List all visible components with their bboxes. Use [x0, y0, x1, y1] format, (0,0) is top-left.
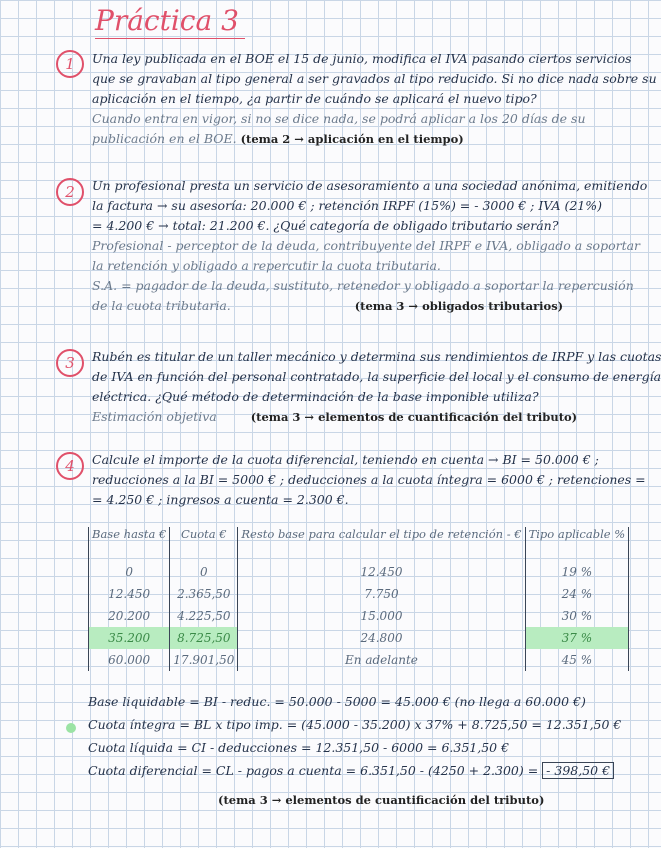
cell: 0: [89, 561, 170, 583]
cell: 37 %: [525, 627, 629, 649]
answer-text: publicación en el BOE.: [92, 131, 237, 146]
cell: 24 %: [525, 583, 629, 605]
calc-line: [88, 759, 621, 782]
question-line: de IVA en función del personal contratado, la superficie del local y el consumo de energía: [92, 369, 661, 384]
answer-line: la retención y obligado a repercutir la cuota tributaria.: [92, 258, 441, 273]
header-tipo: Tipo aplicable %: [525, 527, 629, 561]
calc-text: Cuota diferencial = CL - pagos a cuenta = 6.351,50 - (4250 + 2.300) =: [88, 763, 543, 778]
question-line: aplicación en el tiempo, ¿a partir de cuándo se aplicará el nuevo tipo?: [92, 91, 537, 106]
table-row: [89, 649, 629, 671]
header-cuota: Cuota €: [170, 527, 238, 561]
topic-tag: (tema 3 → elementos de cuantificación del tributo): [218, 793, 545, 807]
tax-bracket-table: [88, 527, 629, 671]
cell: 19 %: [525, 561, 629, 583]
cell: 15.000: [238, 605, 525, 627]
question-line: eléctrica. ¿Qué método de determinación de la base imponible utiliza?: [92, 389, 539, 404]
question-line: que se gravaban al tipo general a ser gravados al tipo reducido. Si no dice nada sobre su: [92, 71, 657, 86]
question-line: Calcule el importe de la cuota diferencial, teniendo en cuenta → BI = 50.000 € ;: [92, 452, 599, 467]
answer-line: [92, 129, 657, 149]
topic-tag: (tema 3 → elementos de cuantificación del tributo): [250, 410, 578, 424]
cell: 12.450: [238, 561, 525, 583]
topic-tag: (tema 3 → obligados tributarios): [354, 299, 564, 313]
question-line: Un profesional presta un servicio de asesoramiento a una sociedad anónima, emitiendo: [92, 178, 648, 193]
cell: 7.750: [238, 583, 525, 605]
topic-tag: (tema 2 → aplicación en el tiempo): [240, 132, 464, 146]
cell: 60.000: [89, 649, 170, 671]
cell: 2.365,50: [170, 583, 238, 605]
answer-text: de la cuota tributaria.: [92, 298, 231, 313]
answer-line: [92, 407, 661, 427]
answer-line: [92, 296, 647, 316]
cell: 35.200: [89, 627, 170, 649]
calc-line: Base liquidable = BI - reduc. = 50.000 - 5000 = 45.000 € (no llega a 60.000 €): [88, 694, 586, 709]
answer-text: Estimación objetiva: [92, 409, 217, 424]
question-3: [92, 347, 661, 427]
table-row: [89, 561, 629, 583]
highlight-dot-icon: [66, 723, 76, 733]
calc-line: Cuota líquida = CI - deducciones = 12.351,50 - 6000 = 6.351,50 €: [88, 740, 510, 755]
answer-line: Cuando entra en vigor, si no se dice nada, se podrá aplicar a los 20 días de su: [92, 111, 586, 126]
question-4: [92, 450, 646, 510]
cell: 45 %: [525, 649, 629, 671]
cell: 12.450: [89, 583, 170, 605]
header-resto: Resto base para calcular el tipo de retención - €: [238, 527, 525, 561]
question-line: Rubén es titular de un taller mecánico y determina sus rendimientos de IRPF y las cuotas: [92, 349, 661, 364]
question-1: [92, 49, 657, 149]
question-line: reducciones a la BI = 5000 € ; deducciones a la cuota íntegra = 6000 € ; retenciones =: [92, 472, 646, 487]
question-line: la factura → su asesoría: 20.000 € ; retención IRPF (15%) = - 3000 € ; IVA (21%): [92, 198, 603, 213]
table-row: [89, 583, 629, 605]
calc-line: Cuota íntegra = BL x tipo imp. = (45.000 - 35.200) x 37% + 8.725,50 = 12.351,50 €: [88, 717, 622, 732]
cell: 30 %: [525, 605, 629, 627]
question-line: = 4.250 € ; ingresos a cuenta = 2.300 €.: [92, 492, 349, 507]
page-title: Práctica 3: [95, 4, 245, 39]
cell: 20.200: [89, 605, 170, 627]
question-4-number: 4: [56, 452, 84, 480]
result-box: - 398,50 €: [542, 762, 614, 779]
cell: 17.901,50: [170, 649, 238, 671]
table-row: [89, 605, 629, 627]
cell: En adelante: [238, 649, 525, 671]
table-row-highlighted: [89, 627, 629, 649]
table-header-row: [89, 527, 629, 561]
question-2-number: 2: [56, 178, 84, 206]
calculation-block: [88, 690, 621, 782]
question-line: Una ley publicada en el BOE el 15 de junio, modifica el IVA pasando ciertos servicios: [92, 51, 632, 66]
question-2: [92, 176, 647, 316]
cell: 0: [170, 561, 238, 583]
question-line: = 4.200 € → total: 21.200 €. ¿Qué categoría de obligado tributario serán?: [92, 218, 559, 233]
question-1-number: 1: [56, 50, 84, 78]
cell: 4.225,50: [170, 605, 238, 627]
answer-line: Profesional - perceptor de la deuda, contribuyente del IRPF e IVA, obligado a soportar: [92, 238, 641, 253]
question-3-number: 3: [56, 349, 84, 377]
cell: 24.800: [238, 627, 525, 649]
header-base: Base hasta €: [89, 527, 170, 561]
cell: 8.725,50: [170, 627, 238, 649]
answer-line: S.A. = pagador de la deuda, sustituto, retenedor y obligado a soportar la repercusión: [92, 278, 634, 293]
